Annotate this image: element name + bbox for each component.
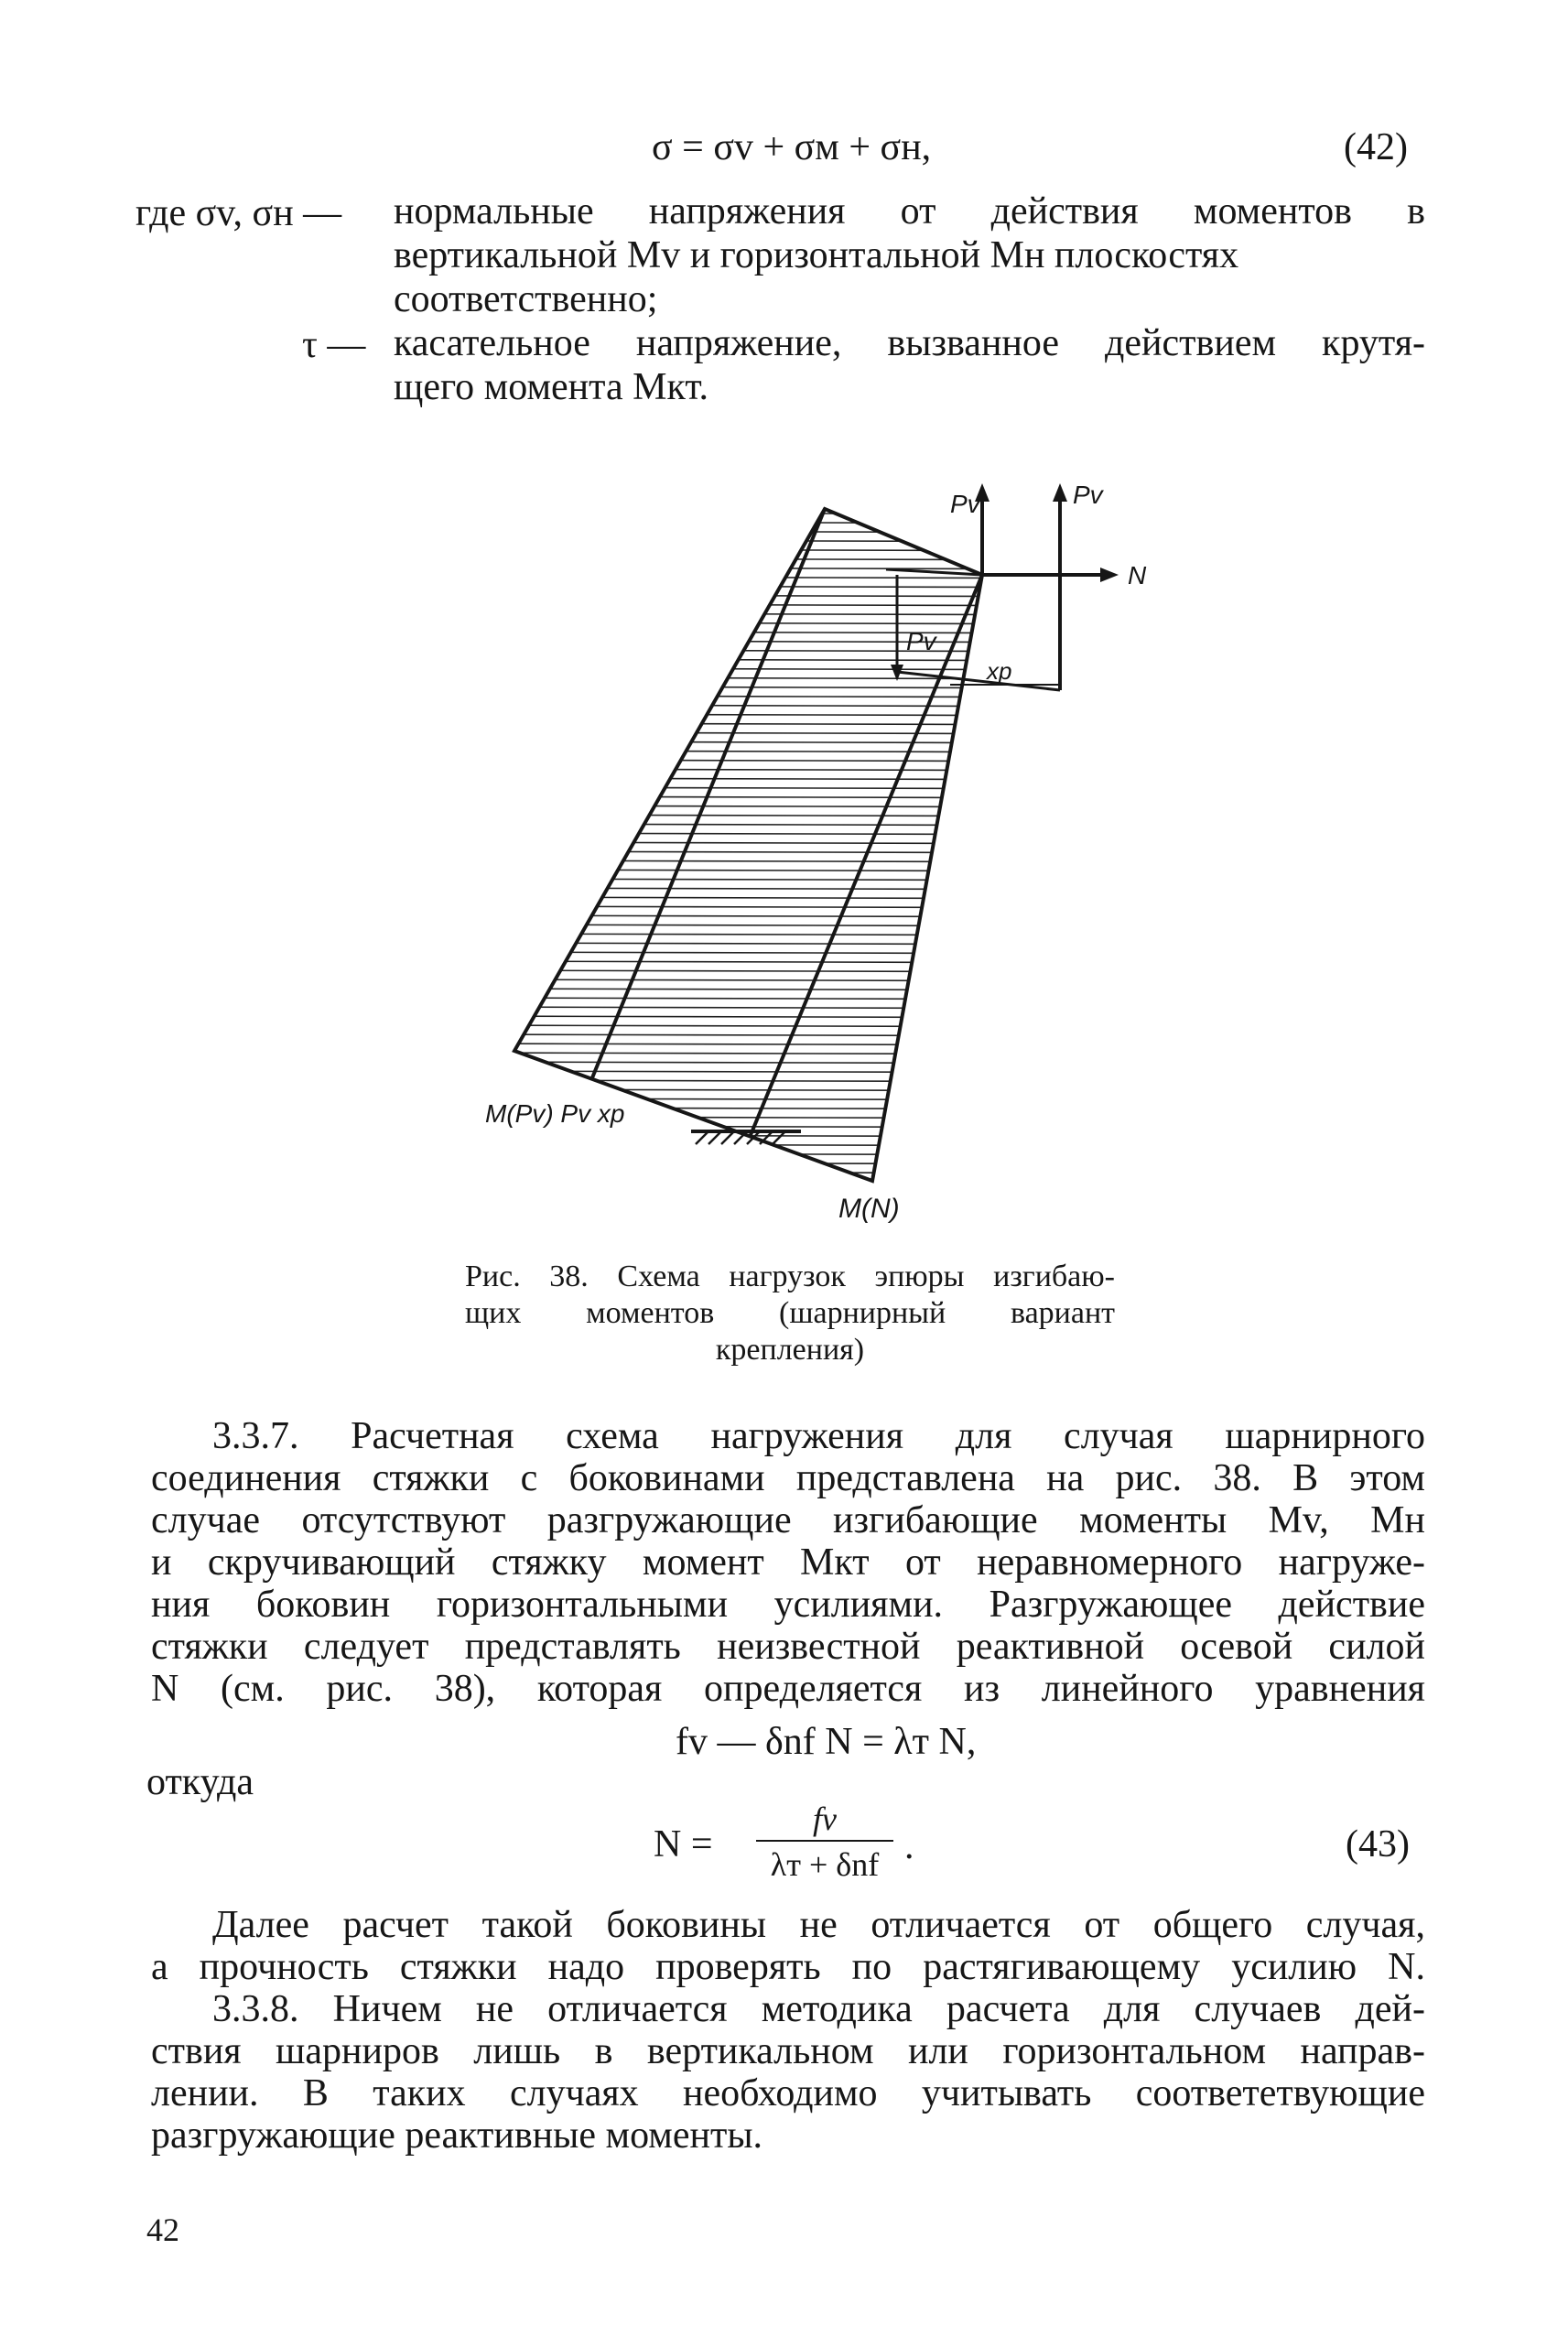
hatch-line bbox=[449, 705, 1181, 707]
hatch-line bbox=[449, 952, 1181, 954]
equation-number-43: (43) bbox=[1346, 1823, 1410, 1865]
hatch-line bbox=[449, 650, 1181, 652]
equation-43-fraction bbox=[756, 1800, 893, 1884]
hatch-line bbox=[449, 796, 1181, 798]
word-otkuda: откуда bbox=[146, 1761, 254, 1803]
hatch-line bbox=[449, 577, 1181, 579]
label-pv-1: Pv bbox=[950, 490, 980, 518]
hatch-line bbox=[449, 723, 1181, 725]
hatch-line bbox=[449, 513, 1181, 514]
hatch-line bbox=[449, 833, 1181, 835]
label-n: N bbox=[1128, 561, 1147, 589]
hatch-line bbox=[449, 778, 1181, 780]
hatch-line bbox=[449, 915, 1181, 917]
hatch-line bbox=[449, 1034, 1181, 1036]
figure-caption-line-2: щих моментов (шарнирный вариант bbox=[465, 1296, 1115, 1330]
para-338-line-2: ствия шарниров лишь в вертикальном или горизонтальном направ- bbox=[151, 2030, 1425, 2072]
hatch-fill bbox=[449, 513, 1181, 1183]
legend-sigma-line-3: соответственно; bbox=[394, 278, 658, 320]
hatch-line bbox=[449, 787, 1181, 789]
legend-tau-line-2: щего момента Mкт. bbox=[394, 366, 709, 408]
hatch-line bbox=[449, 1016, 1181, 1018]
hatch-line bbox=[449, 677, 1181, 679]
hatch-line bbox=[449, 549, 1181, 551]
para-337-line-3: случае отсутствуют разгружающие изгибающие моменты Mv, Mн bbox=[151, 1499, 1425, 1541]
diagonal-line-right bbox=[751, 575, 982, 1135]
hatch-line bbox=[449, 1089, 1181, 1091]
diagonal-line-left bbox=[591, 509, 825, 1080]
legend-sigma-line-1: нормальные напряжения от действия моментов в bbox=[394, 190, 1425, 232]
hatch-line bbox=[449, 751, 1181, 752]
para-337-line-6: стяжки следует представлять неизвестной реактивной осевой силой bbox=[151, 1626, 1425, 1668]
para-after-line-2: а прочность стяжки надо проверять по растягивающему усилию N. bbox=[151, 1946, 1425, 1988]
hatch-line bbox=[449, 558, 1181, 560]
hatch-line bbox=[449, 604, 1181, 606]
label-pv-2: Pv bbox=[1073, 481, 1103, 509]
para-337-line-1: 3.3.7. Расчетная схема нагружения для случая шарнирного bbox=[212, 1415, 1425, 1457]
hatch-line bbox=[449, 741, 1181, 743]
hatch-line bbox=[449, 961, 1181, 963]
para-337-line-7: N (см. рис. 38), которая определяется из линейного уравнения bbox=[151, 1668, 1425, 1710]
label-xp: xp bbox=[987, 657, 1012, 685]
hatch-line bbox=[449, 934, 1181, 935]
hatch-line bbox=[449, 943, 1181, 945]
fraction-bar bbox=[756, 1840, 893, 1842]
hatch-line bbox=[449, 870, 1181, 871]
para-337-line-4: и скручивающий стяжку момент Mкт от неравномерного нагруже- bbox=[151, 1541, 1425, 1584]
label-m-pv: M(Pv) Pv xp bbox=[485, 1099, 625, 1128]
hatch-line bbox=[449, 824, 1181, 826]
hatch-line bbox=[449, 641, 1181, 643]
hatch-line bbox=[449, 632, 1181, 633]
hatch-line bbox=[449, 687, 1181, 688]
hatch-line bbox=[449, 851, 1181, 853]
hatch-line bbox=[449, 622, 1181, 624]
hatch-line bbox=[449, 586, 1181, 588]
hatch-line bbox=[449, 613, 1181, 615]
hatch-line bbox=[449, 1062, 1181, 1064]
hatch-line bbox=[449, 568, 1181, 569]
hatch-line bbox=[449, 925, 1181, 926]
para-337-line-5: ния боковин горизонтальными усилиями. Разгружающее действие bbox=[151, 1584, 1425, 1626]
hatch-line bbox=[449, 1162, 1181, 1164]
hatch-line bbox=[449, 897, 1181, 899]
hatch-line bbox=[449, 888, 1181, 890]
hatch-line bbox=[449, 1135, 1181, 1137]
para-338-line-1: 3.3.8. Ничем не отличается методика расчета для случаев дей- bbox=[212, 1988, 1425, 2030]
diagram-outline bbox=[514, 509, 982, 1181]
hatch-line bbox=[449, 989, 1181, 990]
hatch-line bbox=[449, 879, 1181, 881]
hatch-line bbox=[449, 1172, 1181, 1173]
hatch-line bbox=[449, 659, 1181, 661]
hatch-line bbox=[449, 760, 1181, 762]
hatch-line bbox=[449, 1181, 1181, 1183]
equation-43-lhs: N = bbox=[654, 1823, 713, 1865]
para-after-line-1: Далее расчет такой боковины не отличается от общего случая, bbox=[212, 1904, 1425, 1946]
equation-43-denominator: λт + δnf bbox=[770, 1846, 880, 1883]
hatch-line bbox=[449, 1153, 1181, 1155]
hatch-line bbox=[449, 1080, 1181, 1082]
arrow-pv-up-2-head bbox=[1053, 483, 1067, 502]
figure-38 bbox=[449, 476, 1181, 1281]
hatch-line bbox=[449, 769, 1181, 771]
hatch-line bbox=[449, 732, 1181, 734]
para-338-line-3: лении. В таких случаях необходимо учитывать соответетвующие bbox=[151, 2072, 1425, 2114]
hatch-line bbox=[449, 696, 1181, 698]
para-338-line-4: разгружающие реактивные моменты. bbox=[151, 2114, 763, 2157]
hatch-line bbox=[449, 595, 1181, 597]
label-pv-inner: Pv bbox=[906, 627, 936, 655]
label-m-n: M(N) bbox=[838, 1194, 900, 1224]
hatch-line bbox=[449, 860, 1181, 862]
hatch-line bbox=[449, 998, 1181, 1000]
hatch-line bbox=[449, 1071, 1181, 1073]
equation-43-numerator: fv bbox=[813, 1801, 837, 1837]
hatch-line bbox=[449, 842, 1181, 844]
legend-tau-line-1: касательное напряжение, вызванное действием крутя- bbox=[394, 322, 1425, 364]
arrow-n-head bbox=[1100, 568, 1119, 582]
figure-caption-line-3: крепления) bbox=[715, 1333, 865, 1367]
hatch-line bbox=[449, 815, 1181, 816]
legend-sigma-line-2: вертикальной Mv и горизонтальной Mн плоскостях bbox=[394, 234, 1239, 276]
hatch-line bbox=[449, 540, 1181, 542]
hatch-line bbox=[449, 714, 1181, 716]
figure-caption-line-1: Рис. 38. Схема нагрузок эпюры изгибаю- bbox=[465, 1260, 1115, 1293]
para-337-line-2: соединения стяжки с боковинами представлена на рис. 38. В этом bbox=[151, 1457, 1425, 1499]
moment-diagram bbox=[449, 476, 1181, 1281]
page-number: 42 bbox=[146, 2211, 179, 2248]
equation-number-42: (42) bbox=[1344, 126, 1408, 168]
hatch-line bbox=[449, 1025, 1181, 1027]
hatch-line bbox=[449, 906, 1181, 908]
equation-42: σ = σv + σм + σн, bbox=[652, 126, 932, 168]
hatch-line bbox=[449, 1053, 1181, 1054]
equation-43-dot: . bbox=[904, 1825, 914, 1867]
hatch-line bbox=[449, 1044, 1181, 1045]
hatch-line bbox=[449, 1007, 1181, 1009]
equation-linear: fv — δnf N = λт N, bbox=[676, 1721, 977, 1763]
hatch-line bbox=[449, 1144, 1181, 1146]
legend-where-symbols: где σv, σн — bbox=[135, 192, 342, 234]
hatch-line bbox=[449, 806, 1181, 807]
hatch-line bbox=[449, 668, 1181, 670]
legend-tau-symbol: τ — bbox=[302, 324, 366, 366]
